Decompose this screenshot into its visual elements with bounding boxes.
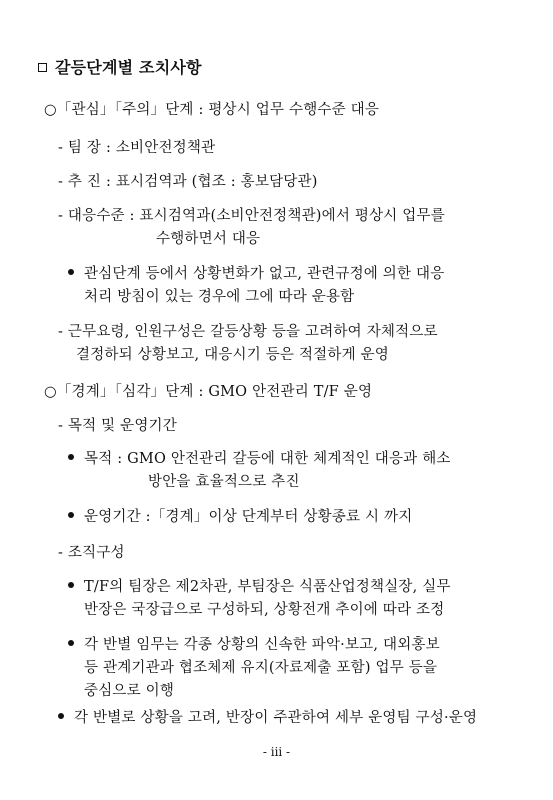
stage-2-title: ○「경계」「심각」단계 : GMO 안전관리 T/F 운영 (44, 384, 373, 400)
stage-1-title: ○「관심」「주의」단계 : 평상시 업무 수행수준 대응 (44, 102, 380, 118)
stage-1-bullet-cont: 처리 방침이 있는 경우에 그에 따라 운용함 (84, 289, 355, 305)
bullet-icon (68, 454, 74, 460)
checkbox-square-icon (38, 63, 47, 72)
purpose-period-line: - 목적 및 운영기간 (58, 418, 177, 434)
organization-line: - 조직구성 (58, 545, 125, 561)
bullet-icon (68, 582, 74, 588)
stage-1-bullet: 관심단계 등에서 상황변화가 없고, 관련규정에 의한 대응 (68, 264, 444, 284)
section-heading: 갈등단계별 조치사항 (38, 58, 202, 78)
organization-bullet-2-cont: 등 관계기관과 협조체제 유지(자료제출 포함) 업무 등을 (84, 660, 438, 676)
organization-bullet-1-cont: 반장은 국장급으로 구성하되, 상황전개 추이에 따라 조정 (84, 602, 445, 618)
response-level-line-cont: 수행하면서 대응 (156, 231, 261, 247)
bullet-icon (68, 269, 74, 275)
bullet-icon (58, 713, 64, 719)
work-guideline-line: - 근무요령, 인원구성은 갈등상황 등을 고려하여 자체적으로 (58, 324, 438, 340)
organization-bullet-3: 각 반별로 상황을 고려, 반장이 주관하여 세부 운영팀 구성·운영 (58, 708, 477, 728)
response-level-line: - 대응수준 : 표시검역과(소비안전정책관)에서 평상시 업무를 (58, 208, 445, 224)
organization-bullet-2: 각 반별 임무는 각종 상황의 신속한 파악·보고, 대외홍보 (68, 635, 440, 655)
purpose-bullet: 목적 : GMO 안전관리 갈등에 대한 체계적인 대응과 해소 (68, 449, 451, 469)
period-bullet: 운영기간 :「경계」이상 단계부터 상황종료 시 까지 (68, 507, 412, 527)
team-leader-line: - 팀 장 : 소비안전정책관 (58, 140, 216, 156)
organization-bullet-1: T/F의 팀장은 제2차관, 부팀장은 식품산업정책실장, 실무 (68, 577, 451, 597)
bullet-icon (68, 640, 74, 646)
page-number: - iii - (262, 745, 291, 759)
bullet-icon (68, 512, 74, 518)
organization-bullet-2-cont2: 중심으로 이행 (84, 683, 175, 699)
work-guideline-line-cont: 결정하되 상황보고, 대응시기 등은 적절하게 운영 (76, 347, 389, 363)
purpose-bullet-cont: 방안을 효율적으로 추진 (148, 474, 300, 490)
promotion-line: - 추 진 : 표시검역과 (협조 : 홍보담당관) (58, 174, 318, 190)
